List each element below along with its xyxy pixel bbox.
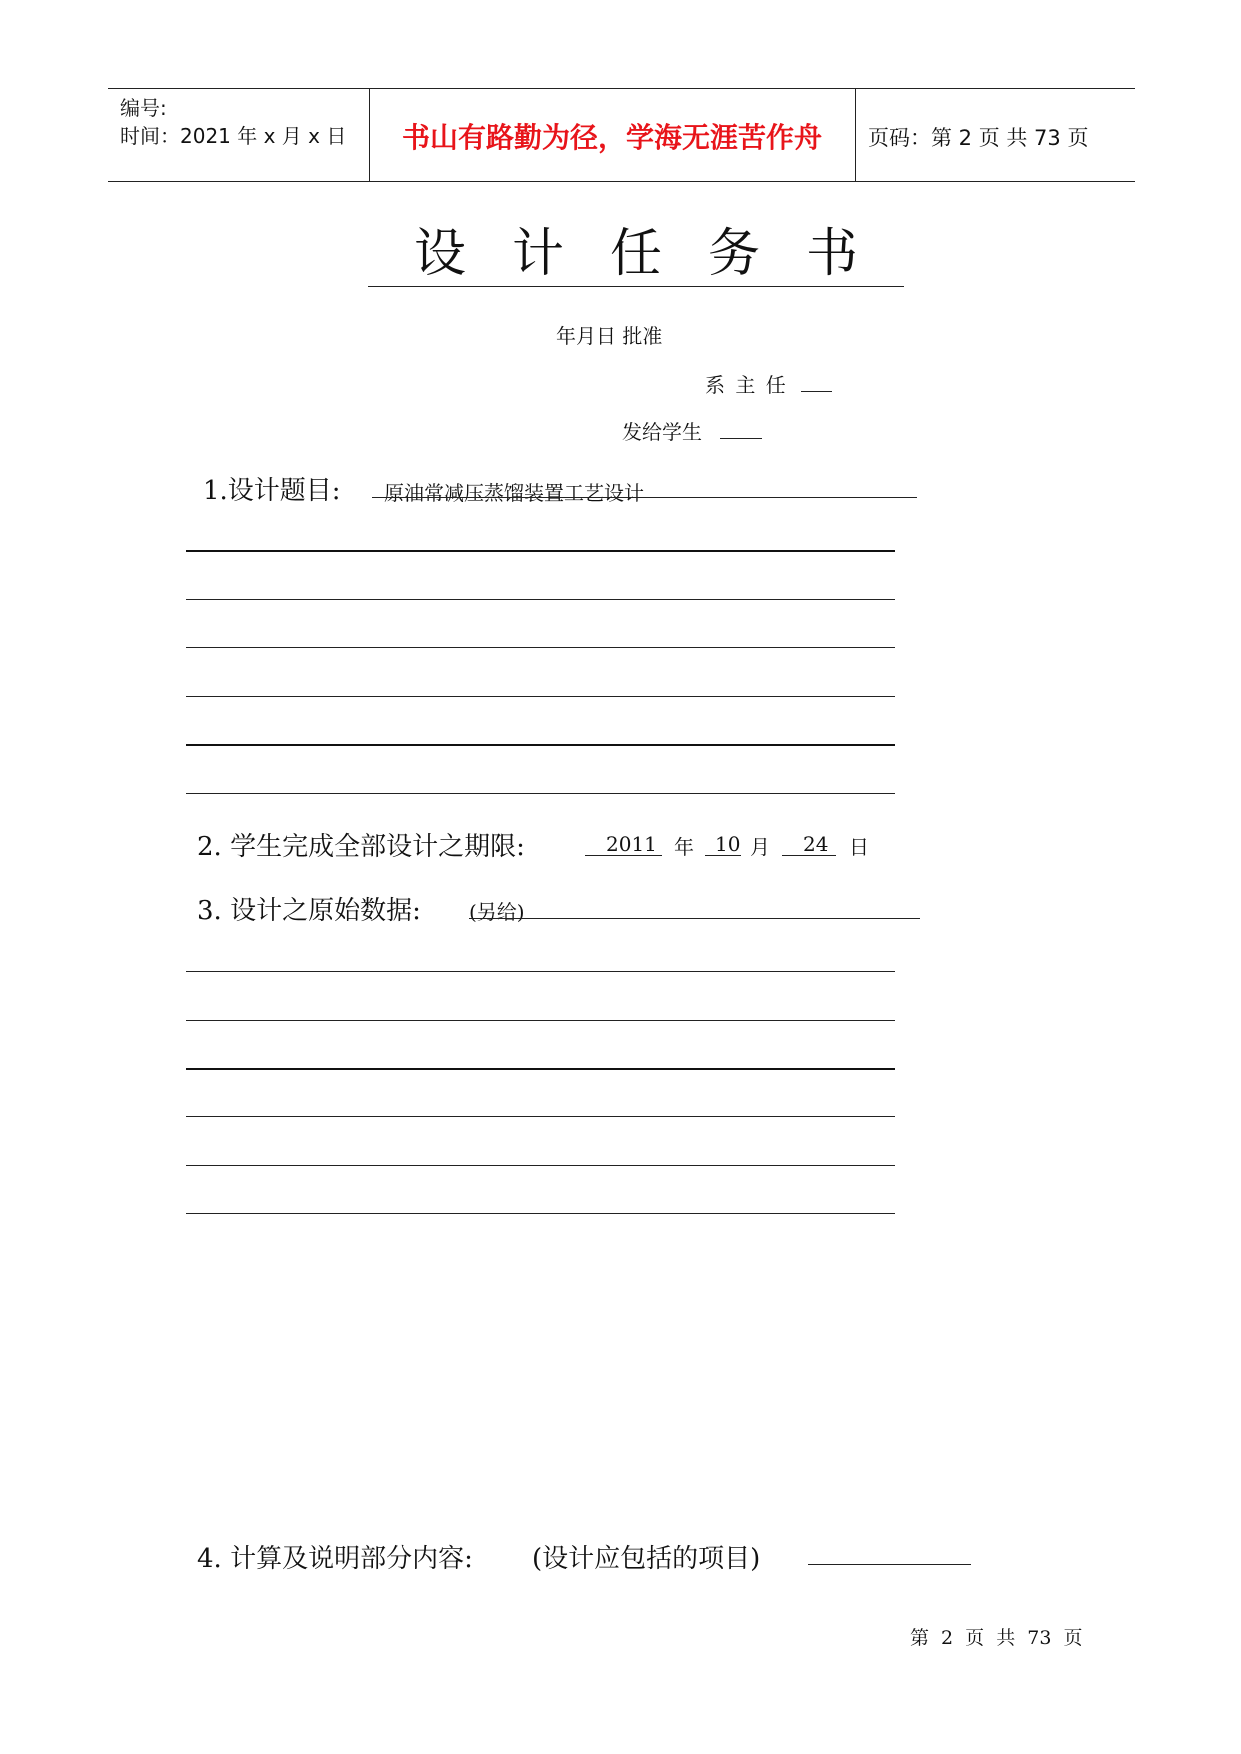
header-top-border [108, 88, 1135, 89]
topic-label: 1.设计题目: [203, 476, 341, 506]
content-underline [808, 1564, 971, 1565]
footer-page-number: 第 2 页 共 73 页 [910, 1627, 1083, 1649]
month-unit: 月 [750, 835, 770, 859]
header-divider-right [855, 88, 856, 181]
approval-date: 年月日 批准 [556, 324, 663, 348]
data-underline [469, 918, 920, 919]
deadline-year: 2011 [606, 832, 657, 856]
motto: 书山有路勤为径，学海无涯苦作舟 [401, 121, 822, 154]
year-unit: 年 [674, 835, 694, 859]
data-line-5 [186, 1165, 895, 1166]
data-value: (另给) [469, 900, 525, 924]
data-line-2 [186, 1020, 895, 1021]
topic-underline [372, 497, 917, 498]
deadline-month: 10 [715, 832, 741, 856]
topic-line-2 [186, 599, 895, 600]
issued-to-label: 发给学生 [622, 420, 702, 444]
document-title: 设计任务书 [414, 224, 905, 284]
deadline-month-underline [705, 855, 741, 856]
topic-line-5 [186, 744, 895, 746]
data-line-1 [186, 971, 895, 972]
title-underline [368, 286, 904, 287]
data-line-4 [186, 1116, 895, 1117]
topic-line-4 [186, 696, 895, 697]
topic-line-6 [186, 793, 895, 794]
topic-line-1 [186, 550, 895, 552]
dept-head-label: 系 主 任 [705, 373, 788, 397]
deadline-day: 24 [803, 832, 829, 856]
deadline-label: 2. 学生完成全部设计之期限: [197, 832, 525, 862]
data-line-3 [186, 1068, 895, 1070]
data-label: 3. 设计之原始数据: [197, 896, 421, 926]
time-label: 时间：2021 年 x 月 x 日 [120, 124, 347, 148]
serial-label: 编号: [120, 96, 167, 120]
content-label: 4. 计算及说明部分内容: [197, 1544, 473, 1574]
topic-value: 原油常减压蒸馏装置工艺设计 [384, 481, 644, 505]
dept-head-blank [801, 391, 832, 392]
data-line-6 [186, 1213, 895, 1214]
header-page-info: 页码：第 2 页 共 73 页 [868, 126, 1089, 150]
topic-line-3 [186, 647, 895, 648]
deadline-year-underline [585, 855, 662, 856]
day-unit: 日 [849, 835, 869, 859]
header-bottom-border [108, 181, 1135, 182]
issued-to-blank [720, 438, 762, 439]
deadline-day-underline [782, 855, 836, 856]
content-note: (设计应包括的项目) [532, 1544, 761, 1574]
